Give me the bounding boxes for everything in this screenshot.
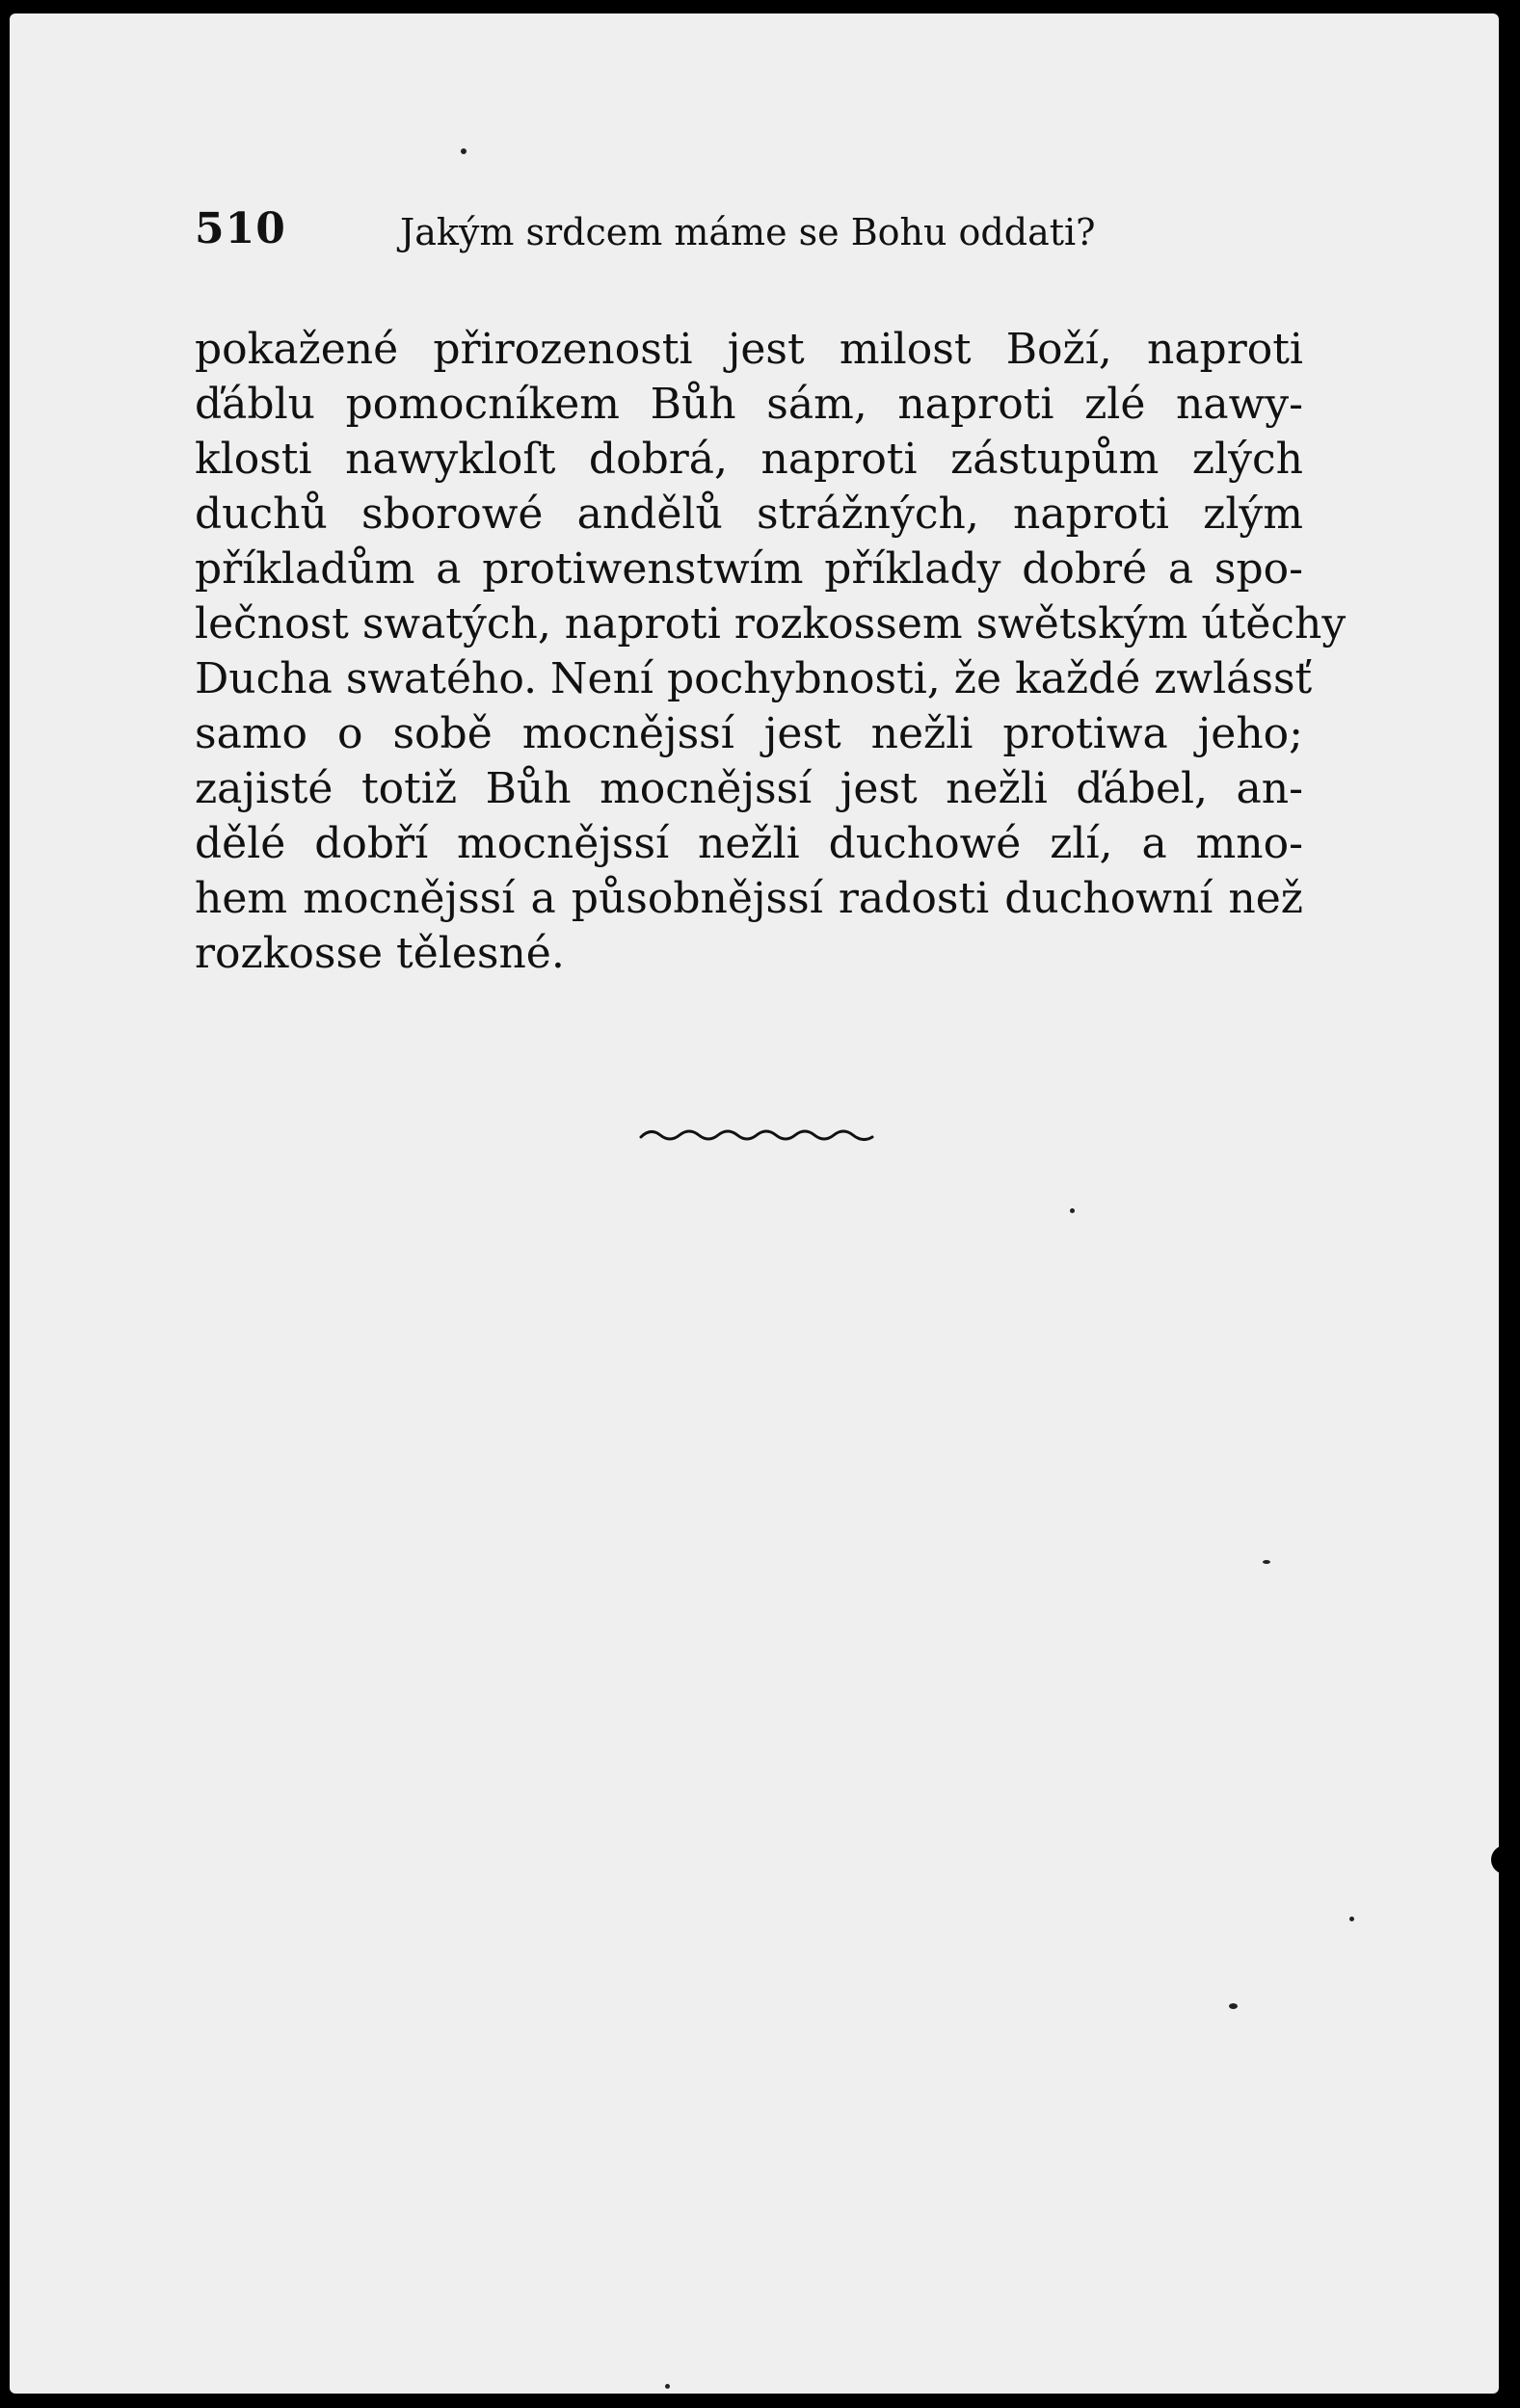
edge-mark	[1508, 520, 1520, 542]
scan-speck	[1229, 2003, 1238, 2009]
running-head: Jakým srdcem máme se Bohu oddati?	[400, 211, 1096, 253]
text-line: dělé dobří mocnějssí nežli duchowé zlí, a mno-	[195, 819, 1303, 868]
text-line: rozkosse tělesné.	[195, 929, 565, 978]
edge-mark	[1508, 2207, 1520, 2245]
scan-speck	[461, 148, 467, 154]
text-line: příkladům a protiwenstwím příklady dobré a spo-	[195, 544, 1303, 594]
text-line: ďáblu pomocníkem Bůh sám, naproti zlé nawy-	[195, 380, 1303, 429]
scan-speck	[1263, 1560, 1270, 1564]
book-page	[10, 13, 1499, 2394]
wavy-rule-ornament-icon	[636, 1120, 877, 1149]
body-text	[195, 322, 1347, 981]
text-line: zajisté totiž Bůh mocnějssí jest nežli ďábel, an-	[195, 764, 1303, 813]
text-line: klosti nawykloſt dobrá, naproti zástupům zlých	[195, 435, 1303, 484]
scan-speck	[1349, 1917, 1354, 1921]
text-line: duchů sborowé andělů strážných, naproti zlým	[195, 490, 1303, 539]
edge-mark	[1491, 1845, 1520, 1874]
text-line: Ducha swatého. Není pochybnosti, že každé zwlássť	[195, 654, 1313, 703]
edge-mark	[1507, 188, 1520, 226]
text-line: samo o sobě mocnějssí jest nežli protiwa jeho;	[195, 709, 1303, 758]
text-line: lečnost swatých, naproti rozkossem swětským útěchy	[195, 599, 1347, 648]
text-line: hem mocnějssí a působnějssí radosti duchowní než	[195, 874, 1303, 923]
page-number: 510	[195, 204, 286, 253]
scan-speck	[665, 2384, 670, 2389]
text-line: pokažené přirozenosti jest milost Boží, naproti	[195, 325, 1303, 374]
scan-speck	[1070, 1208, 1075, 1213]
